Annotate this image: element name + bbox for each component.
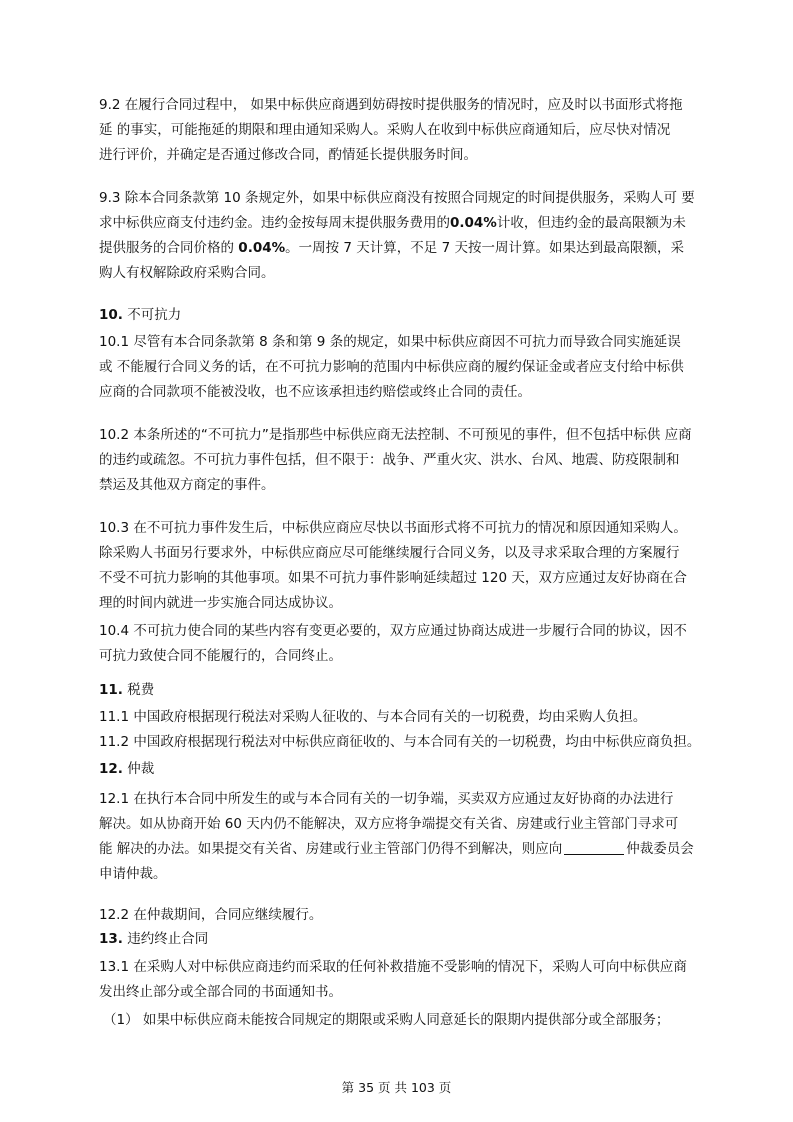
clause-9-3 xyxy=(99,186,711,286)
text-segment: 能 解决的办法。如果提交有关省、房建或行业主管部门仍得不到解决，则应向 xyxy=(99,841,563,857)
text-line: 13.1 在采购人对中标供应商违约而采取的任何补救措施不受影响的情况下，采购人可向中标供应商 xyxy=(99,959,687,975)
text-line xyxy=(99,837,711,862)
text-line: 申请仲裁。 xyxy=(99,866,167,882)
section-heading-10 xyxy=(99,303,711,328)
text-line: 应商的合同款项不能被没收，也不应该承担违约赔偿或终止合同的责任。 xyxy=(99,384,531,400)
text-line: 理的时间内就进一步实施合同达成协议。 xyxy=(99,595,342,611)
section-number: 11. xyxy=(99,682,123,698)
text-line: 或 不能履行合同义务的话，在不可抗力影响的范围内中标供应商的履约保证金或者应支付给中标供 xyxy=(99,359,684,375)
text-line xyxy=(99,236,711,261)
section-number: 12. xyxy=(99,761,123,777)
text-line: 10.3 在不可抗力事件发生后，中标供应商应尽快以书面形式将不可抗力的情况和原因通知采购人。 xyxy=(99,520,687,536)
text-segment: 。一周按 7 天计算，不足 7 天按一周计算。如果达到最高限额，采 xyxy=(285,240,684,256)
text-line: 可抗力致使合同不能履行的，合同终止。 xyxy=(99,648,342,664)
text-segment: 求中标供应商支付违约金。违约金按每周末提供服务费用的 xyxy=(99,215,450,231)
section-title: 违约终止合同 xyxy=(122,931,209,947)
text-line: 9.2 在履行合同过程中， 如果中标供应商遇到妨碍按时提供服务的情况时，应及时以书面形式将拖 xyxy=(99,97,683,113)
penalty-cap: 0.04% xyxy=(238,240,286,256)
text-segment: 计收，但违约金的最高限额为未 xyxy=(496,215,686,231)
text-line: 12.2 在仲裁期间，合同应继续履行。 xyxy=(99,907,323,923)
clause-10-4 xyxy=(99,619,711,669)
text-line: 延 的事实，可能拖延的期限和理由通知采购人。采购人在收到中标供应商通知后，应尽快对情况 xyxy=(99,122,671,138)
text-line xyxy=(99,211,711,236)
text-line: 9.3 除本合同条款第 10 条规定外，如果中标供应商没有按照合同规定的时间提供服务，采购人可 要 xyxy=(99,190,695,206)
clause-11 xyxy=(99,705,711,755)
clause-11-1: 11.1 中国政府根据现行税法对采购人征收的、与本合同有关的一切税费，均由采购人负担。 xyxy=(99,709,647,725)
clause-9-2 xyxy=(99,93,711,168)
arbitration-blank xyxy=(564,839,624,855)
text-line: 禁运及其他双方商定的事件。 xyxy=(99,477,275,493)
text-line: 10.2 本条所述的“不可抗力”是指那些中标供应商无法控制、不可预见的事件，但不包括中标供 应商 xyxy=(99,427,692,443)
text-line: 进行评价，并确定是否通过修改合同，酌情延长提供服务时间。 xyxy=(99,147,477,163)
clause-10-3 xyxy=(99,516,711,616)
clause-10-2 xyxy=(99,423,711,498)
text-line: 除采购人书面另行要求外，中标供应商应尽可能继续履行合同义务，以及寻求采取合理的方案履行 xyxy=(99,545,680,561)
clause-11-2: 11.2 中国政府根据现行税法对中标供应商征收的、与本合同有关的一切税费，均由中标供应商负担。 xyxy=(99,734,701,750)
section-number: 13. xyxy=(99,931,123,947)
section-heading-12 xyxy=(99,757,711,782)
section-number: 10. xyxy=(99,307,123,323)
text-segment: 仲裁委员会 xyxy=(626,841,694,857)
penalty-rate: 0.04% xyxy=(450,215,497,231)
clause-12-2 xyxy=(99,903,711,928)
clause-13-1 xyxy=(99,955,711,1005)
clause-12-1 xyxy=(99,787,711,887)
text-line: 10.4 不可抗力使合同的某些内容有变更必要的，双方应通过协商达成进一步履行合同的协议，因不 xyxy=(99,623,687,639)
section-heading-13 xyxy=(99,927,711,952)
section-title: 不可抗力 xyxy=(122,307,182,323)
section-title: 税费 xyxy=(122,682,155,698)
text-line: 购人有权解除政府采购合同。 xyxy=(99,265,275,281)
text-line: （1） 如果中标供应商未能按合同规定的期限或采购人同意延长的限期内提供部分或全部服务； xyxy=(103,1012,670,1028)
text-line: 发出终止部分或全部合同的书面通知书。 xyxy=(99,984,342,1000)
text-segment: 提供服务的合同价格的 xyxy=(99,240,239,256)
text-line: 10.1 尽管有本合同条款第 8 条和第 9 条的规定，如果中标供应商因不可抗力而导致合同实施延误 xyxy=(99,334,681,350)
text-line: 解决。如从协商开始 60 天内仍不能解决，双方应将争端提交有关省、房建或行业主管部门寻求可 xyxy=(99,816,679,832)
page-footer: 第 35 页 共 103 页 xyxy=(341,1080,452,1095)
clause-10-1 xyxy=(99,330,711,405)
text-line: 的违约或疏忽。不可抗力事件包括，但不限于：战争、严重火灾、洪水、台风、地震、防疫限制和 xyxy=(99,452,680,468)
text-line: 不受不可抗力影响的其他事项。如果不可抗力事件影响延续超过 120 天，双方应通过友好协商在合 xyxy=(99,570,687,586)
section-title: 仲裁 xyxy=(122,761,155,777)
section-heading-11 xyxy=(99,678,711,703)
clause-13-1-item-1 xyxy=(103,1008,715,1033)
text-line: 12.1 在执行本合同中所发生的或与本合同有关的一切争端，买卖双方应通过友好协商的办法进行 xyxy=(99,791,674,807)
